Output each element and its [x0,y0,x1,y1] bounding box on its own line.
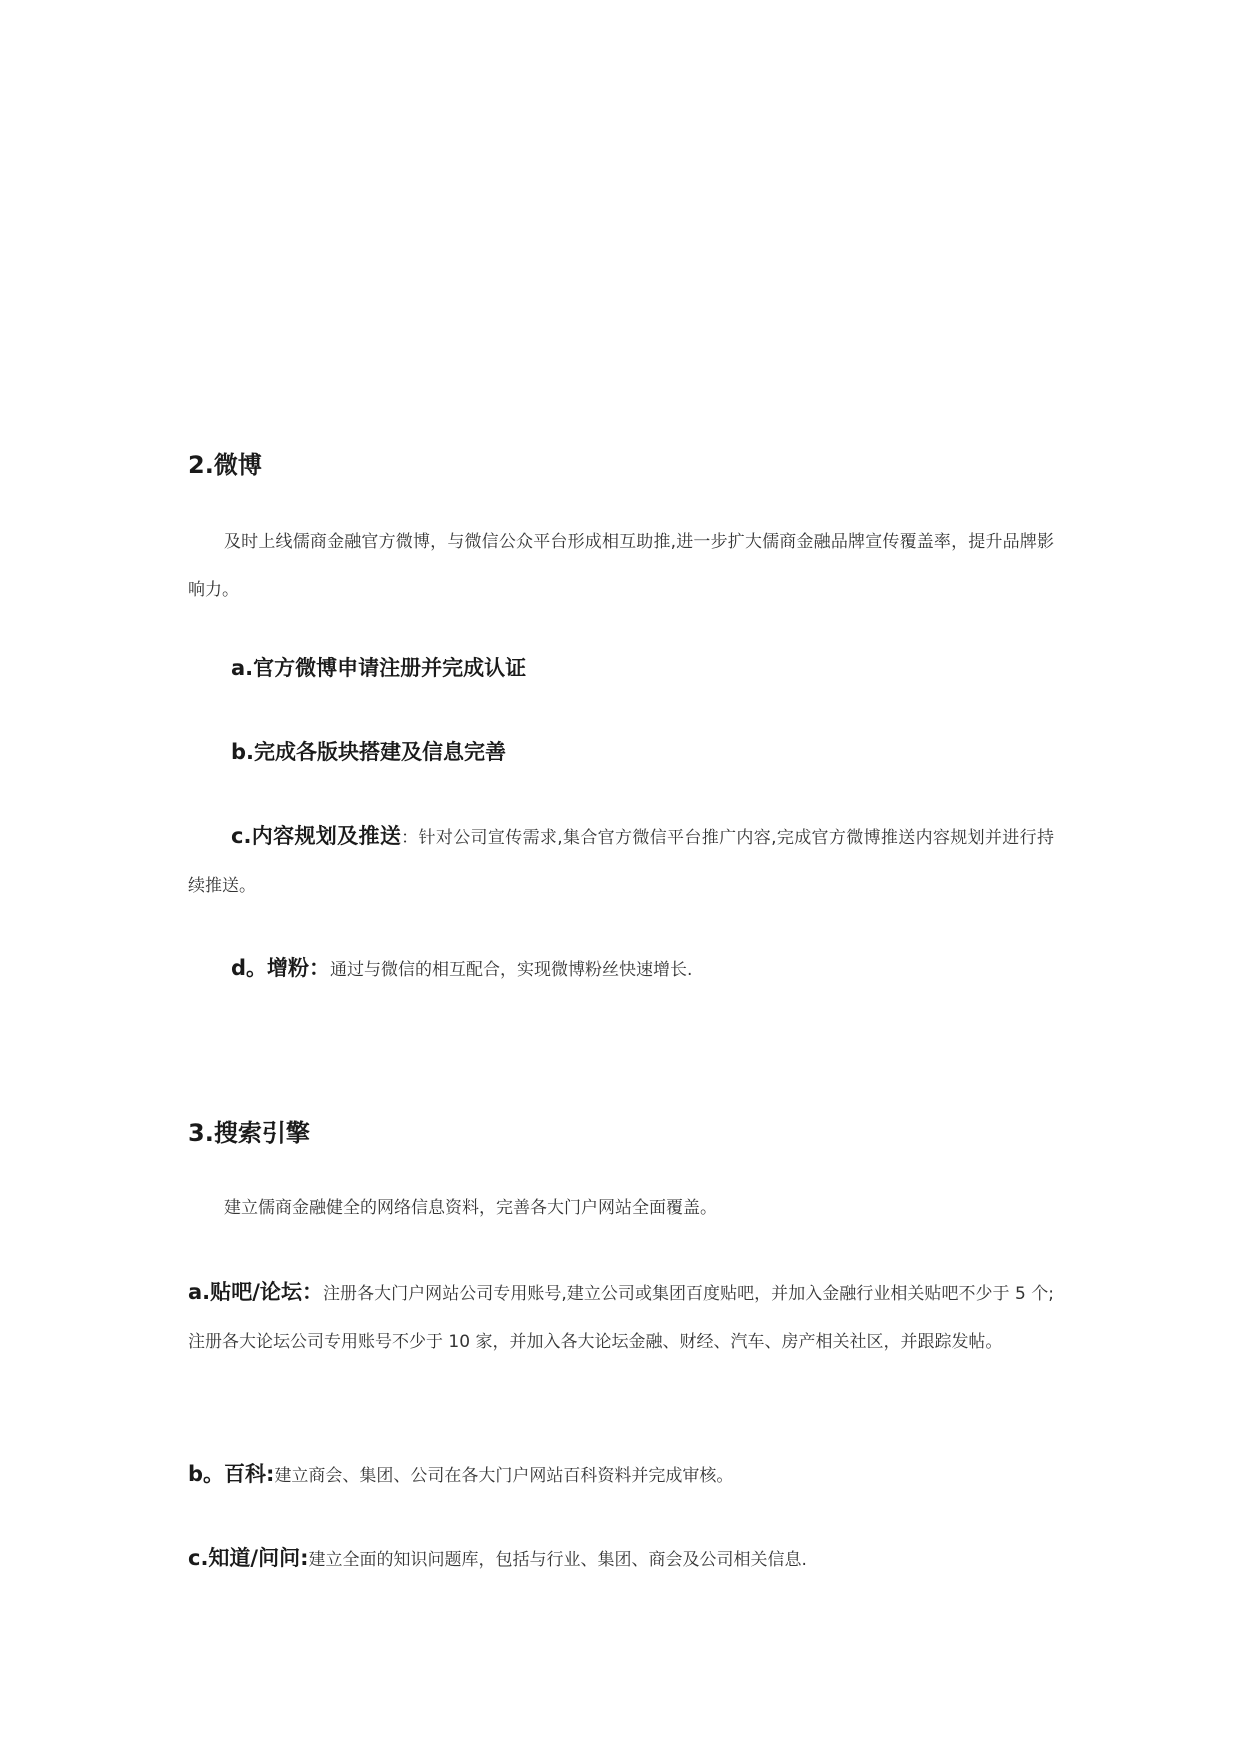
section-3-item-b-text: 建立商会、集团、公司在各大门户网站百科资料并完成审核。 [274,1466,734,1486]
section-3-title: 3.搜索引擎 [188,1119,310,1147]
section-3-item-c-label: c.知道/问问: [188,1546,309,1570]
section-3-intro: 建立儒商金融健全的网络信息资料，完善各大门户网站全面覆盖。 [224,1198,717,1218]
section-3-item-b [188,1450,1054,1500]
section-2-item-b [188,728,1054,778]
section-3-item-a [188,1268,1054,1366]
section-3-item-a-label: a.贴吧/论坛： [188,1280,324,1304]
section-3-item-a-text: 注册各大门户网站公司专用账号,建立公司或集团百度贴吧，并加入金融行业相关贴吧不少于 5 个;注册各大论坛公司专用账号不少于 10 家，并加入各大论坛金融、财经、汽车、房产相关社区，并跟踪发帖。 [188,1284,1054,1352]
section-2-title: 2.微博 [188,451,262,479]
section-2-item-b-label: b.完成各版块搭建及信息完善 [231,740,507,764]
section-2-item-c [188,812,1054,910]
section-3-item-c [188,1534,1054,1584]
section-3-item-b-label: b。百科: [188,1462,275,1486]
section-2-item-c-text: ：针对公司宣传需求,集合官方微信平台推广内容,完成官方微博推送内容规划并进行持续推送。 [188,828,1054,896]
section-2-item-a [188,644,1054,694]
section-2-item-c-label: c.内容规划及推送 [231,824,402,848]
section-2-intro: 及时上线儒商金融官方微博，与微信公众平台形成相互助推,进一步扩大儒商金融品牌宣传覆盖率，提升品牌影响力。 [188,532,1054,600]
section-3-item-c-text: 建立全面的知识问题库，包括与行业、集团、商会及公司相关信息. [308,1550,807,1570]
section-2-item-a-label: a.官方微博申请注册并完成认证 [231,656,527,680]
section-2-item-d [188,944,1054,994]
section-2-item-d-label: d。增粉： [231,956,331,980]
section-2-item-d-text: 通过与微信的相互配合，实现微博粉丝快速增长. [330,960,693,980]
